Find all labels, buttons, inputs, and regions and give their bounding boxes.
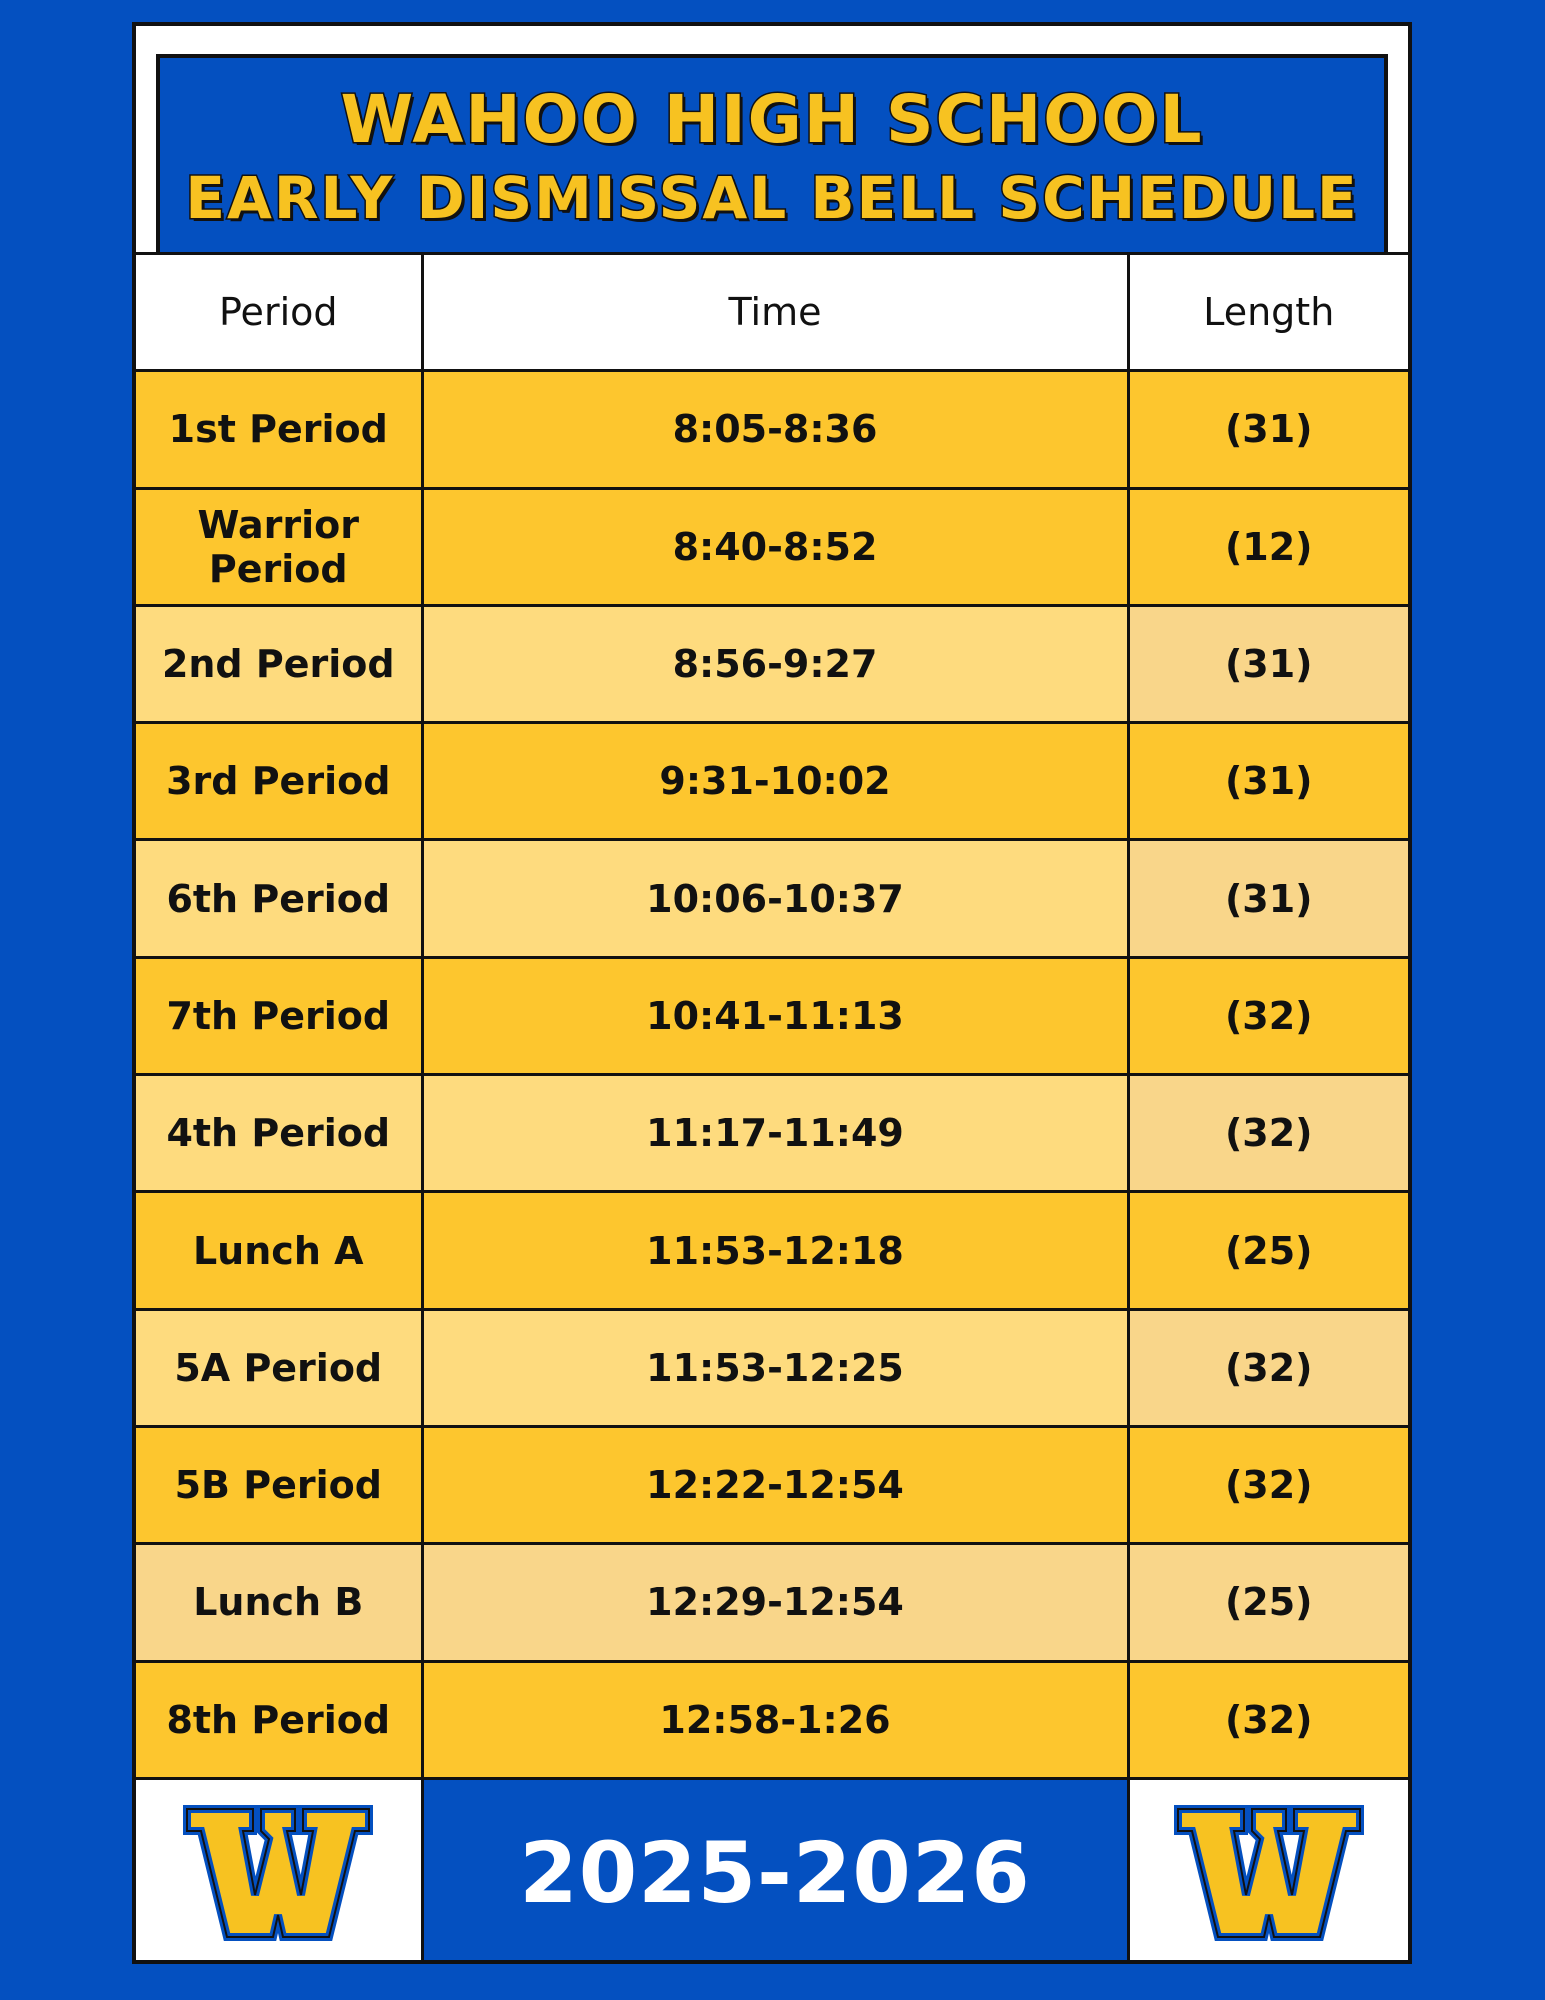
table-row (136, 371, 1408, 488)
time-cell: 12:22-12:54 (422, 1426, 1128, 1543)
period-cell: 5A Period (136, 1309, 422, 1426)
table-row (136, 488, 1408, 605)
left-logo-cell (136, 1778, 422, 1964)
table-row (136, 1426, 1408, 1543)
length-cell: (31) (1128, 605, 1408, 722)
bell-schedule-table (136, 252, 1408, 1964)
period-cell: 3rd Period (136, 723, 422, 840)
table-row (136, 723, 1408, 840)
title-banner (156, 54, 1388, 254)
length-cell: (32) (1128, 1426, 1408, 1543)
column-header-time: Time (422, 254, 1128, 371)
w-logo-icon (183, 1803, 373, 1943)
w-logo-icon (1174, 1803, 1364, 1943)
table-row (136, 1075, 1408, 1192)
time-cell: 11:53-12:25 (422, 1309, 1128, 1426)
column-header-length: Length (1128, 254, 1408, 371)
table-row (136, 1192, 1408, 1309)
table-row (136, 1309, 1408, 1426)
length-cell: (31) (1128, 723, 1408, 840)
time-cell: 11:53-12:18 (422, 1192, 1128, 1309)
table-header-row (136, 254, 1408, 371)
length-cell: (31) (1128, 840, 1408, 957)
time-cell: 12:29-12:54 (422, 1544, 1128, 1661)
school-year: 2025-2026 (422, 1778, 1128, 1964)
length-cell: (31) (1128, 371, 1408, 488)
time-cell: 11:17-11:49 (422, 1075, 1128, 1192)
period-cell: 5B Period (136, 1426, 422, 1543)
schedule-title: EARLY DISMISSAL BELL SCHEDULE (185, 164, 1359, 232)
school-name: WAHOO HIGH SCHOOL (340, 81, 1204, 158)
period-cell: Lunch B (136, 1544, 422, 1661)
time-cell: 10:41-11:13 (422, 957, 1128, 1074)
time-cell: 9:31-10:02 (422, 723, 1128, 840)
period-cell: 4th Period (136, 1075, 422, 1192)
time-cell: 12:58-1:26 (422, 1661, 1128, 1778)
time-cell: 8:40-8:52 (422, 488, 1128, 605)
length-cell: (25) (1128, 1192, 1408, 1309)
period-cell: 6th Period (136, 840, 422, 957)
period-cell: 1st Period (136, 371, 422, 488)
column-header-period: Period (136, 254, 422, 371)
length-cell: (32) (1128, 1661, 1408, 1778)
table-row (136, 1661, 1408, 1778)
time-cell: 10:06-10:37 (422, 840, 1128, 957)
period-cell: Lunch A (136, 1192, 422, 1309)
table-row (136, 1544, 1408, 1661)
period-cell: 2nd Period (136, 605, 422, 722)
footer-row (136, 1778, 1408, 1964)
schedule-card (132, 22, 1412, 1964)
time-cell: 8:56-9:27 (422, 605, 1128, 722)
length-cell: (12) (1128, 488, 1408, 605)
period-cell: 8th Period (136, 1661, 422, 1778)
length-cell: (32) (1128, 1309, 1408, 1426)
table-row (136, 957, 1408, 1074)
time-cell: 8:05-8:36 (422, 371, 1128, 488)
length-cell: (32) (1128, 1075, 1408, 1192)
period-cell: 7th Period (136, 957, 422, 1074)
table-row (136, 605, 1408, 722)
period-cell: Warrior Period (136, 488, 422, 605)
right-logo-cell (1128, 1778, 1408, 1964)
length-cell: (25) (1128, 1544, 1408, 1661)
table-row (136, 840, 1408, 957)
length-cell: (32) (1128, 957, 1408, 1074)
